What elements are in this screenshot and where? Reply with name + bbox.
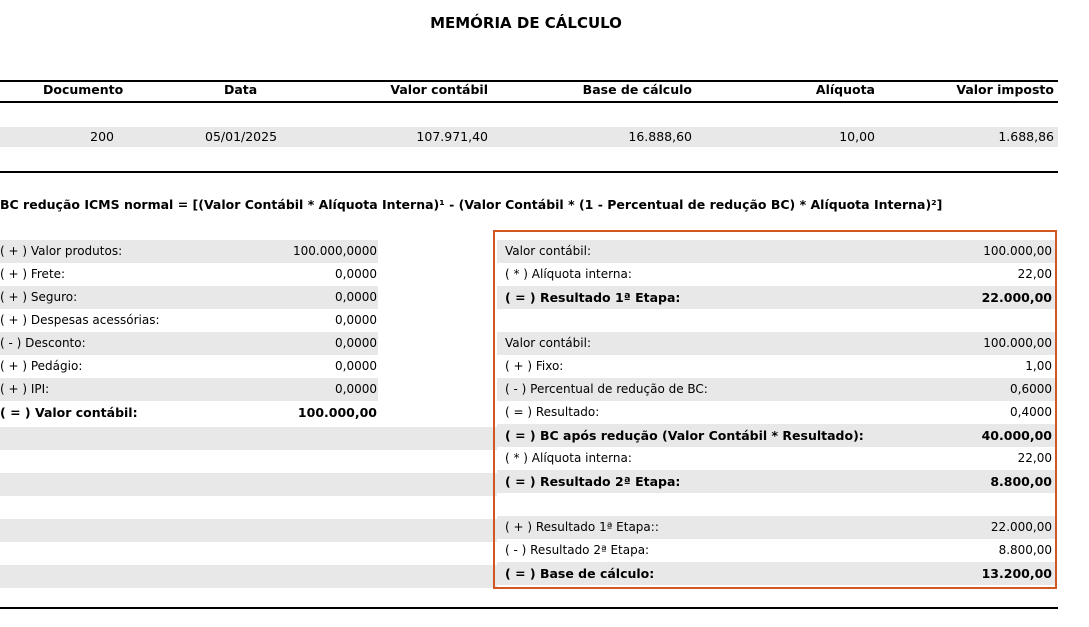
- item-value: 22,00: [1017, 451, 1052, 465]
- col-header-aliquota: Alíquota: [815, 82, 875, 97]
- item-value: 0,0000: [335, 359, 377, 373]
- cell-valor-imposto: 1.688,86: [998, 129, 1054, 144]
- col-header-base-calculo: Base de cálculo: [582, 82, 692, 97]
- item-value: 40.000,00: [981, 428, 1052, 443]
- item-label: ( = ) BC após redução (Valor Contábil * Resultado):: [505, 428, 864, 443]
- list-item: [497, 516, 1055, 539]
- item-label: ( + ) Valor produtos:: [0, 244, 123, 258]
- footer-rule: [0, 607, 1058, 609]
- item-value: 100.000,00: [983, 336, 1052, 350]
- table-row: [0, 127, 1058, 147]
- item-label: ( - ) Desconto:: [0, 336, 86, 350]
- item-label: ( = ) Valor contábil:: [0, 405, 138, 420]
- list-item: [0, 286, 378, 309]
- col-header-data: Data: [224, 82, 258, 97]
- item-value: 100.000,0000: [293, 244, 377, 258]
- list-item: [497, 401, 1055, 424]
- table-bottom-rule: [0, 171, 1058, 173]
- list-item: [497, 355, 1055, 378]
- item-label: ( + ) Frete:: [0, 267, 66, 281]
- item-label: ( - ) Percentual de redução de BC:: [505, 382, 708, 396]
- left-fill-band: [0, 473, 497, 496]
- formula-text: BC redução ICMS normal = [(Valor Contábil * Alíquota Interna)¹ - (Valor Contábil * (1 - Percentual de redução BC) * Alíquota Interna)²]: [0, 197, 943, 212]
- item-value: 22.000,00: [990, 520, 1052, 534]
- item-label: ( = ) Resultado:: [505, 405, 600, 419]
- item-label: ( = ) Resultado 2ª Etapa:: [505, 474, 681, 489]
- col-header-documento: Documento: [43, 82, 124, 97]
- item-label: ( + ) Fixo:: [505, 359, 564, 373]
- item-label: ( + ) Resultado 1ª Etapa::: [505, 520, 659, 534]
- cell-data: 05/01/2025: [205, 129, 278, 144]
- item-value: 0,4000: [1010, 405, 1052, 419]
- cell-aliquota: 10,00: [839, 129, 875, 144]
- list-item: [497, 447, 1055, 470]
- list-item: [0, 378, 378, 401]
- item-label: ( + ) Seguro:: [0, 290, 78, 304]
- col-header-valor-contabil: Valor contábil: [390, 82, 488, 97]
- item-value: 0,6000: [1010, 382, 1052, 396]
- item-label: ( + ) IPI:: [0, 382, 50, 396]
- list-item: [497, 470, 1055, 493]
- list-item: [0, 355, 378, 378]
- item-label: ( + ) Despesas acessórias:: [0, 313, 160, 327]
- list-item: [0, 401, 378, 424]
- item-value: 0,0000: [335, 290, 377, 304]
- item-label: ( - ) Resultado 2ª Etapa:: [505, 543, 650, 557]
- col-header-valor-imposto: Valor imposto: [956, 82, 1054, 97]
- item-value: 0,0000: [335, 267, 377, 281]
- item-label: ( = ) Base de cálculo:: [505, 566, 655, 581]
- list-item: [0, 309, 378, 332]
- left-fill-band: [0, 519, 497, 542]
- item-label: ( * ) Alíquota interna:: [505, 451, 632, 465]
- item-label: ( = ) Resultado 1ª Etapa:: [505, 290, 681, 305]
- list-item: [0, 332, 378, 355]
- item-value: 22.000,00: [981, 290, 1052, 305]
- item-label: ( * ) Alíquota interna:: [505, 267, 632, 281]
- cell-valor-contabil: 107.971,40: [416, 129, 488, 144]
- item-label: ( + ) Pedágio:: [0, 359, 83, 373]
- list-item: [0, 240, 378, 263]
- list-item: [497, 562, 1055, 585]
- list-item: [497, 240, 1055, 263]
- header-bottom-rule: [0, 101, 1058, 103]
- page-title: MEMÓRIA DE CÁLCULO: [430, 14, 622, 32]
- list-item: [497, 263, 1055, 286]
- item-value: 22,00: [1017, 267, 1052, 281]
- item-value: 1,00: [1025, 359, 1052, 373]
- item-value: 8.800,00: [990, 474, 1052, 489]
- list-item: [497, 286, 1055, 309]
- item-value: 8.800,00: [998, 543, 1052, 557]
- item-value: 0,0000: [335, 313, 377, 327]
- item-value: 0,0000: [335, 382, 377, 396]
- item-value: 0,0000: [335, 336, 377, 350]
- left-fill-band: [0, 565, 497, 588]
- item-label: Valor contábil:: [505, 336, 591, 350]
- list-item: [497, 493, 1055, 516]
- item-label: Valor contábil:: [505, 244, 591, 258]
- cell-documento: 200: [90, 129, 114, 144]
- list-item: [497, 309, 1055, 332]
- list-item: [0, 263, 378, 286]
- item-value: 13.200,00: [981, 566, 1052, 581]
- list-item: [497, 378, 1055, 401]
- item-value: 100.000,00: [983, 244, 1052, 258]
- item-value: 100.000,00: [297, 405, 377, 420]
- list-item: [497, 424, 1055, 447]
- list-item: [497, 539, 1055, 562]
- cell-base-calculo: 16.888,60: [628, 129, 692, 144]
- header-top-rule: [0, 80, 1058, 82]
- left-fill-band: [0, 427, 497, 450]
- list-item: [497, 332, 1055, 355]
